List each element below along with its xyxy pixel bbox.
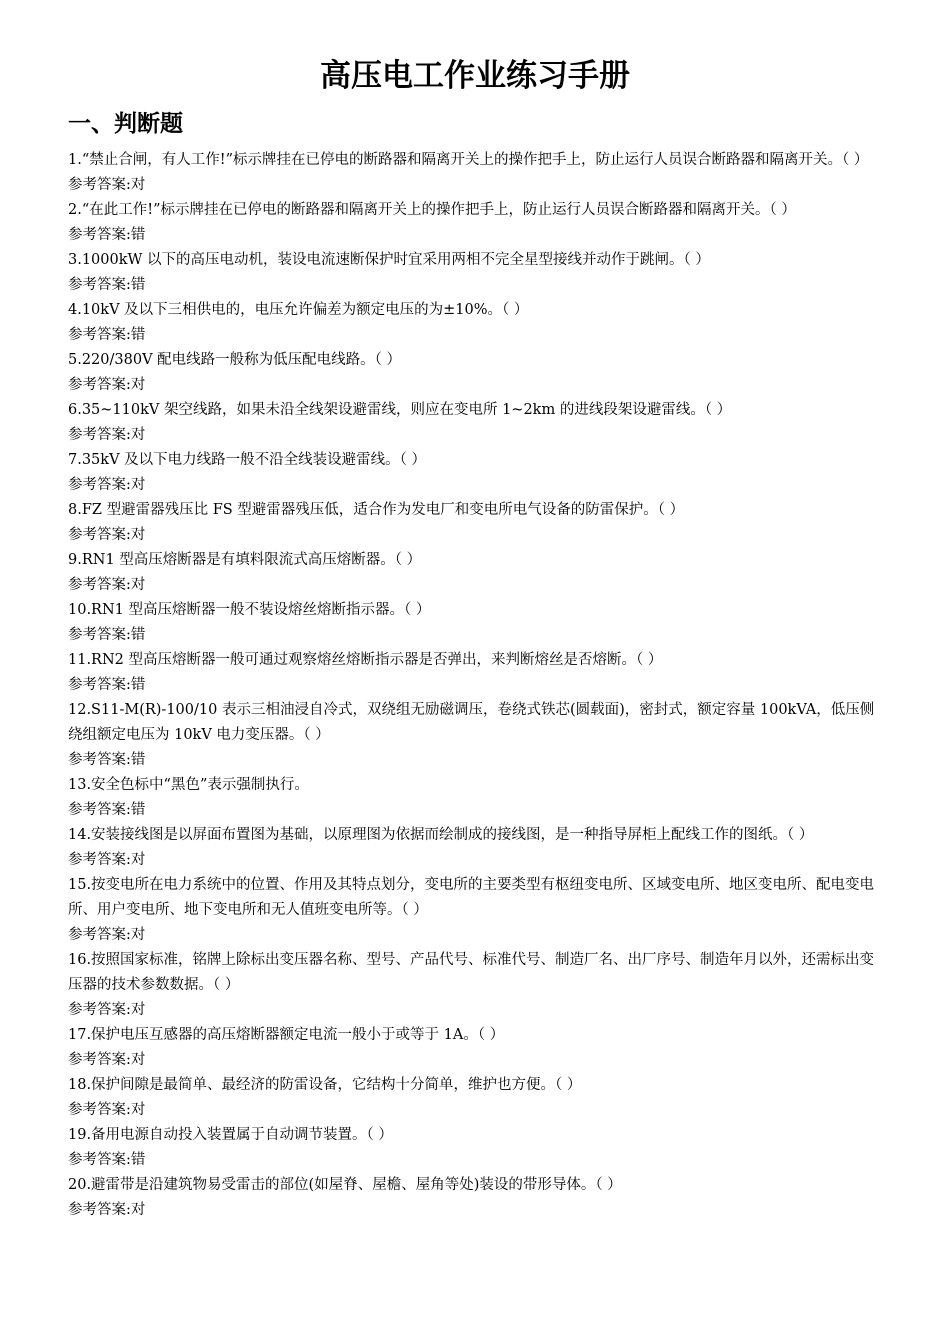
answer-value: 对: [130, 1102, 146, 1118]
question-text: 18.保护间隙是最简单、最经济的防雷设备，它结构十分简单，维护也方便。（ ）: [68, 1077, 582, 1093]
answer-value: 错: [130, 627, 146, 643]
question-text: 6.35~110kV 架空线路，如果未沿全线架设避雷线，则应在变电所 1~2km 的进线段架设避雷线。（ ）: [68, 402, 732, 418]
question-text: 10.RN1 型高压熔断器一般不装设熔丝熔断指示器。（ ）: [68, 602, 431, 618]
answer-value: 错: [130, 677, 146, 693]
question-text: 9.RN1 型高压熔断器是有填料限流式高压熔断器。（ ）: [68, 552, 422, 568]
answer-line: [68, 373, 886, 398]
question-item: [68, 498, 886, 548]
answer-value: 对: [130, 1202, 146, 1218]
question-item: [68, 548, 886, 598]
answer-value: 错: [130, 277, 146, 293]
question-text: 19.备用电源自动投入装置属于自动调节装置。（ ）: [68, 1127, 393, 1143]
answer-value: 对: [130, 377, 146, 393]
question-text: 7.35kV 及以下电力线路一般不沿全线装设避雷线。（ ）: [68, 452, 427, 468]
answer-line: [68, 173, 886, 198]
answer-value: 对: [130, 927, 146, 943]
answer-prefix: 参考答案:: [68, 752, 131, 768]
question-item: [68, 198, 886, 248]
answer-prefix: 参考答案:: [68, 1002, 131, 1018]
question-item: [68, 948, 886, 1023]
question-item: [68, 298, 886, 348]
question-item: [68, 698, 886, 773]
question-text: 13.安全色标中“黑色”表示强制执行。: [68, 777, 309, 793]
question-text: 17.保护电压互感器的高压熔断器额定电流一般小于或等于 1A。（ ）: [68, 1027, 505, 1043]
answer-prefix: 参考答案:: [68, 1052, 131, 1068]
answer-line: [68, 473, 886, 498]
question-item: [68, 1123, 886, 1173]
question-item: [68, 1023, 886, 1073]
answer-value: 错: [130, 752, 146, 768]
document-title: 高压电工作业练习手册: [320, 58, 630, 94]
answer-prefix: 参考答案:: [68, 327, 131, 343]
answer-line: [68, 998, 886, 1023]
question-text: 8.FZ 型避雷器残压比 FS 型避雷器残压低，适合作为发电厂和变电所电气设备的防雷保护。（ ）: [68, 502, 685, 518]
answer-line: [68, 1098, 886, 1123]
answer-prefix: 参考答案:: [68, 277, 131, 293]
question-item: [68, 248, 886, 298]
answer-prefix: 参考答案:: [68, 1202, 131, 1218]
answer-line: [68, 848, 886, 873]
question-item: [68, 148, 886, 198]
question-text: 15.按变电所在电力系统中的位置、作用及其特点划分，变电所的主要类型有枢纽变电所、区域变电所、地区变电所、配电变电所、用户变电所、地下变电所和无人值班变电所等。（ ）: [68, 877, 875, 918]
answer-value: 对: [130, 1002, 146, 1018]
answer-value: 对: [130, 427, 146, 443]
question-text: 1.“禁止合闸，有人工作!”标示牌挂在已停电的断路器和隔离开关上的操作把手上，防止运行人员误合断路器和隔离开关。（ ）: [68, 152, 869, 168]
question-text: 16.按照国家标准，铭牌上除标出变压器名称、型号、产品代号、标准代号、制造厂名、出厂序号、制造年月以外，还需标出变压器的技术参数数据。（ ）: [68, 952, 875, 993]
answer-value: 对: [130, 852, 146, 868]
answer-line: [68, 748, 886, 773]
answer-prefix: 参考答案:: [68, 802, 131, 818]
question-item: [68, 873, 886, 948]
answer-prefix: 参考答案:: [68, 927, 131, 943]
answer-line: [68, 1198, 886, 1223]
question-item: [68, 1073, 886, 1123]
answer-prefix: 参考答案:: [68, 427, 131, 443]
question-item: [68, 823, 886, 873]
question-item: [68, 348, 886, 398]
question-item: [68, 648, 886, 698]
section-heading: 一、判断题: [68, 111, 183, 137]
answer-prefix: 参考答案:: [68, 1102, 131, 1118]
answer-line: [68, 323, 886, 348]
answer-prefix: 参考答案:: [68, 577, 131, 593]
question-list: [68, 148, 886, 1223]
answer-value: 对: [130, 577, 146, 593]
answer-line: [68, 673, 886, 698]
question-item: [68, 1173, 886, 1223]
answer-prefix: 参考答案:: [68, 627, 131, 643]
answer-line: [68, 798, 886, 823]
answer-line: [68, 423, 886, 448]
question-item: [68, 448, 886, 498]
question-text: 14.安装接线图是以屏面布置图为基础，以原理图为依据而绘制成的接线图，是一种指导屏柜上配线工作的图纸。（ ）: [68, 827, 814, 843]
answer-line: [68, 273, 886, 298]
answer-prefix: 参考答案:: [68, 377, 131, 393]
answer-value: 对: [130, 177, 146, 193]
answer-value: 对: [130, 477, 146, 493]
answer-line: [68, 923, 886, 948]
question-text: 3.1000kW 以下的高压电动机，装设电流速断保护时宜采用两相不完全星型接线并动作于跳闸。（ ）: [68, 252, 710, 268]
question-text: 12.S11-M(R)-100/10 表示三相油浸自冷式，双绕组无励磁调压，卷绕式铁芯(圆载面)，密封式，额定容量 100kVA，低压侧绕组额定电压为 10kV 电力变压器。（ ）: [68, 702, 875, 743]
question-text: 4.10kV 及以下三相供电的，电压允许偏差为额定电压的为±10%。（ ）: [68, 302, 529, 318]
question-text: 5.220/380V 配电线路一般称为低压配电线路。（ ）: [68, 352, 402, 368]
answer-prefix: 参考答案:: [68, 852, 131, 868]
answer-line: [68, 1148, 886, 1173]
question-text: 2.“在此工作!”标示牌挂在已停电的断路器和隔离开关上的操作把手上，防止运行人员误合断路器和隔离开关。（ ）: [68, 202, 796, 218]
answer-value: 错: [130, 802, 146, 818]
answer-line: [68, 523, 886, 548]
answer-prefix: 参考答案:: [68, 1152, 131, 1168]
answer-value: 对: [130, 1052, 146, 1068]
answer-value: 对: [130, 527, 146, 543]
answer-prefix: 参考答案:: [68, 677, 131, 693]
answer-prefix: 参考答案:: [68, 227, 131, 243]
answer-prefix: 参考答案:: [68, 527, 131, 543]
answer-line: [68, 223, 886, 248]
answer-line: [68, 623, 886, 648]
answer-value: 错: [130, 227, 146, 243]
question-text: 11.RN2 型高压熔断器一般可通过观察熔丝熔断指示器是否弹出，来判断熔丝是否熔断。（ ）: [68, 652, 663, 668]
answer-value: 错: [130, 327, 146, 343]
answer-value: 错: [130, 1152, 146, 1168]
answer-line: [68, 573, 886, 598]
answer-prefix: 参考答案:: [68, 177, 131, 193]
question-text: 20.避雷带是沿建筑物易受雷击的部位(如屋脊、屋檐、屋角等处)装设的带形导体。（ ）: [68, 1177, 622, 1193]
question-item: [68, 773, 886, 823]
question-item: [68, 598, 886, 648]
question-item: [68, 398, 886, 448]
answer-prefix: 参考答案:: [68, 477, 131, 493]
answer-line: [68, 1048, 886, 1073]
